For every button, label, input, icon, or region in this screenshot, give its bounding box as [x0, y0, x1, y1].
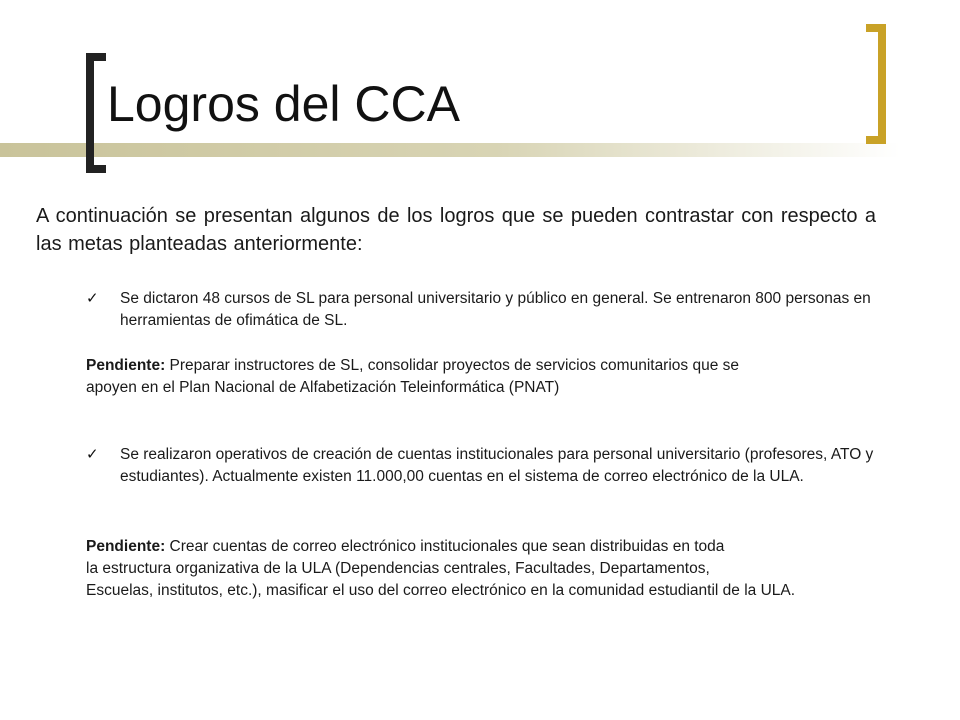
intro-paragraph: A continuación se presentan algunos de los logros que se pueden contrastar con respecto a las metas planteadas anteriormente: — [36, 205, 876, 255]
bullet-item-accounts — [86, 444, 886, 488]
check-icon: ✓ — [86, 446, 99, 463]
pending-text: Crear cuentas de correo electrónico institucionales que sean distribuidas en toda la estructura organizativa de la ULA (Dependencias centrales, Facultades, Departamentos, Escuelas, institutos, etc.), masificar el uso del correo electrónico en la comunidad estudiantil de la ULA. — [86, 538, 796, 599]
pending-paragraph-instructors — [86, 355, 946, 399]
pending-label: Pendiente: — [86, 538, 166, 555]
right-bracket-decoration — [866, 24, 886, 144]
slide-title: Logros del CCA — [107, 76, 460, 132]
bullet-text: Se dictaron 48 cursos de SL para personal universitario y público en general. Se entrenaron 800 personas en herramientas de ofimática de SL. — [120, 290, 871, 329]
title-underline-bar — [0, 143, 900, 157]
pending-paragraph-email — [86, 536, 946, 602]
pending-text: Preparar instructores de SL, consolidar proyectos de servicios comunitarios que se apoyen en el Plan Nacional de Alfabetización Teleinformática (PNAT) — [86, 357, 740, 396]
bullet-text: Se realizaron operativos de creación de cuentas institucionales para personal universitario (profesores, ATO y estudiantes). Actualmente existen 11.000,00 cuentas en el sistema de correo electrónico de la ULA. — [120, 446, 874, 485]
pending-label: Pendiente: — [86, 357, 166, 374]
check-icon: ✓ — [86, 290, 99, 307]
left-bracket-decoration — [86, 53, 106, 173]
bullet-item-courses — [86, 288, 886, 332]
